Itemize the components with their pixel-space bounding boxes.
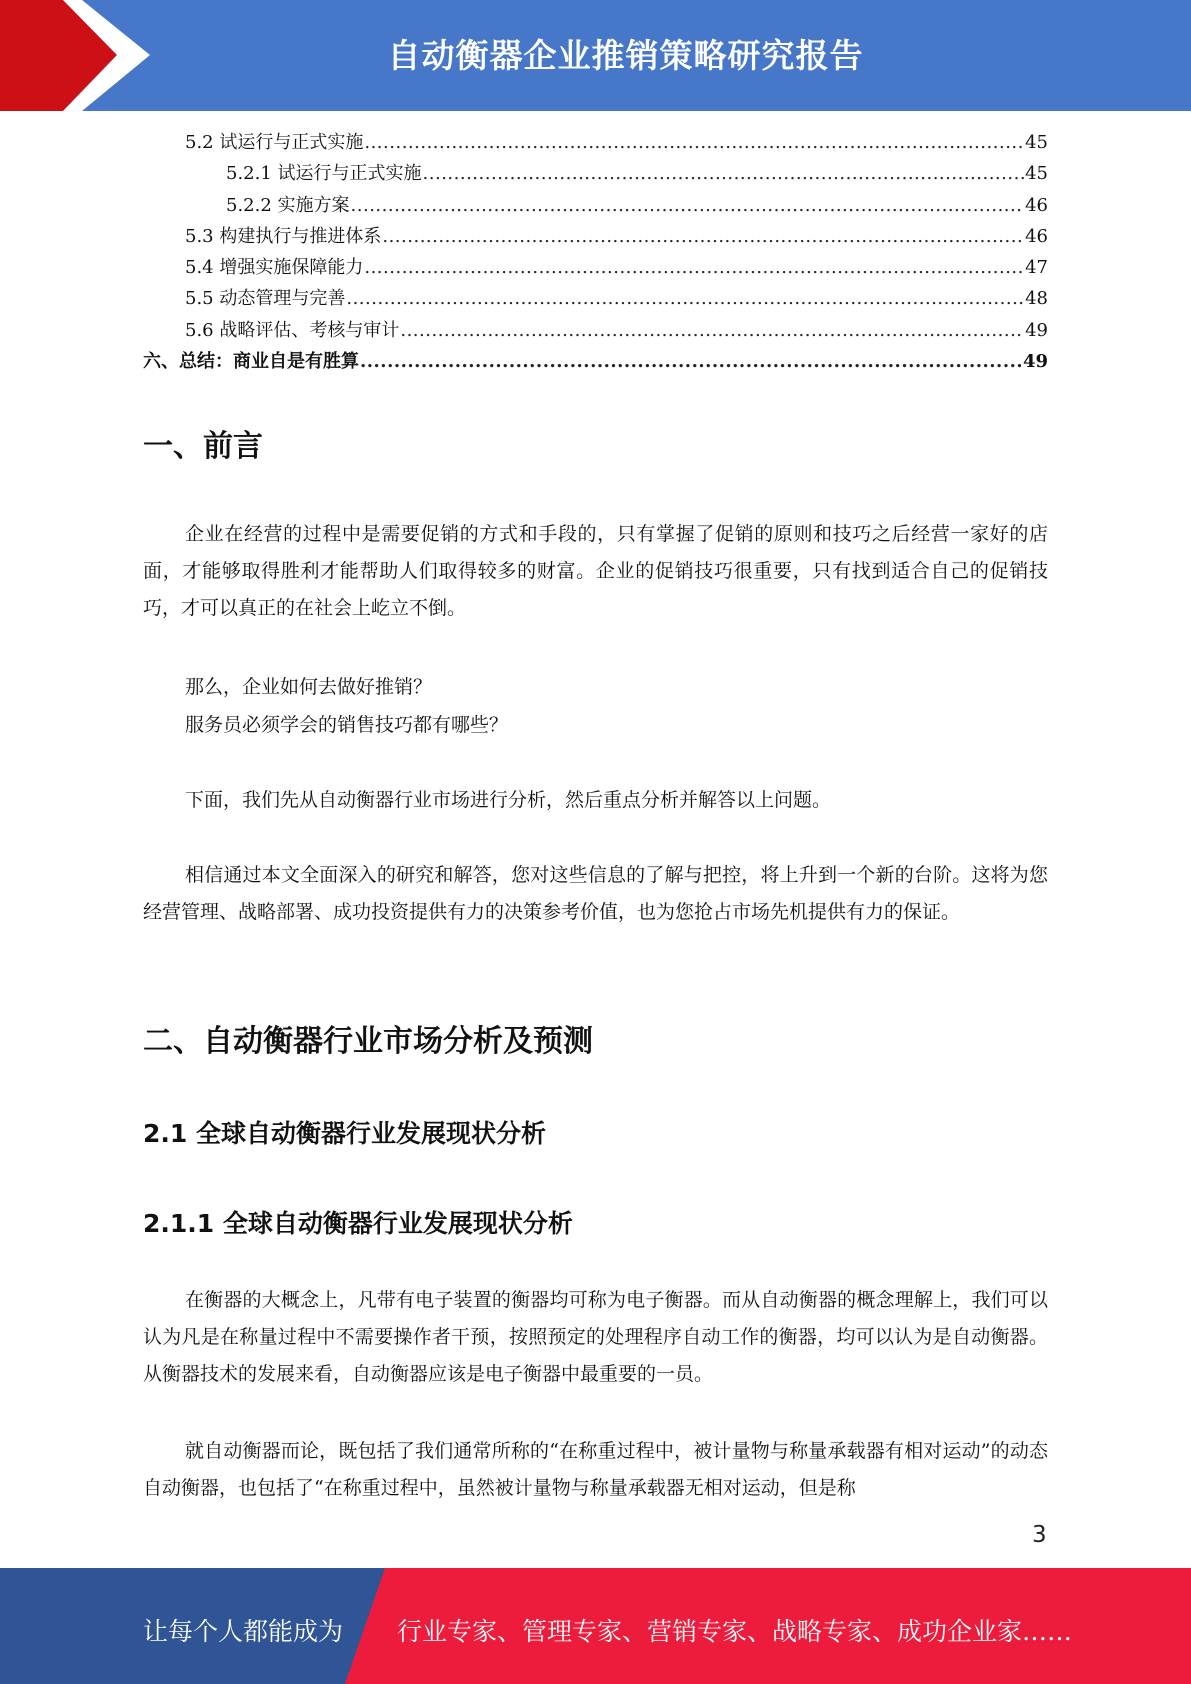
page-footer [0, 1568, 1191, 1684]
preface-paragraph-3: 相信通过本文全面深入的研究和解答，您对这些信息的了解与把控，将上升到一个新的台阶。这将为您经营管理、战略部署、成功投资提供有力的决策参考价值，也为您抢占市场先机提供有力的保证。 [143, 864, 1048, 923]
toc-entry[interactable] [143, 316, 1048, 347]
section-heading-preface: 一、前言 [143, 429, 263, 464]
toc-entry-page: 46 [1025, 194, 1048, 216]
preface-question-1: 那么，企业如何去做好推销？ [185, 676, 433, 698]
toc-leader-dots [346, 288, 1024, 309]
toc-leader-dots [364, 132, 1024, 153]
preface-paragraph-2: 下面，我们先从自动衡器行业市场进行分析，然后重点分析并解答以上问题。 [185, 789, 832, 811]
toc-leader-dots [351, 195, 1025, 216]
toc-entry[interactable] [143, 284, 1048, 315]
toc-entry-page: 48 [1025, 288, 1048, 310]
toc-leader-dots [423, 163, 1025, 184]
toc-entry-label: 5.6 战略评估、考核与审计 [185, 319, 400, 341]
toc-leader-dots [382, 226, 1024, 247]
preface-paragraph-1: 企业在经营的过程中是需要促销的方式和手段的，只有掌握了促销的原则和技巧之后经营一家好的店面，才能够取得胜利才能帮助人们取得较多的财富。企业的促销技巧很重要，只有找到适合自己的促销技巧，才可以真正的在社会上屹立不倒。 [143, 523, 1048, 619]
toc-entry-label: 六、总结：商业自是有胜算 [143, 351, 359, 373]
preface-question-2: 服务员必须学会的销售技巧都有哪些？ [185, 714, 509, 736]
toc-entry-page: 49 [1022, 351, 1048, 373]
footer-slogan-left: 让每个人都能成为 [143, 1617, 344, 1646]
toc-entry[interactable] [143, 128, 1048, 159]
toc-entry-page: 45 [1025, 163, 1048, 185]
toc-entry-label: 5.4 增强实施保障能力 [185, 257, 364, 279]
toc-entry-label: 5.2.1 试运行与正式实施 [226, 163, 422, 185]
toc-leader-dots [400, 320, 1024, 341]
page-header [0, 0, 1191, 111]
subsection-heading-2-1-1: 2.1.1 全球自动衡器行业发展现状分析 [143, 1209, 573, 1238]
table-of-contents [143, 128, 1048, 378]
toc-entry-page: 46 [1025, 225, 1048, 247]
section-heading-market-analysis: 二、自动衡器行业市场分析及预测 [143, 1024, 593, 1059]
report-title: 自动衡器企业推销策略研究报告 [387, 36, 864, 75]
toc-entry-label: 5.2 试运行与正式实施 [185, 132, 364, 153]
toc-entry[interactable] [143, 159, 1048, 190]
toc-entry-page: 47 [1025, 257, 1048, 279]
toc-entry[interactable] [143, 347, 1048, 378]
page-number: 3 [1032, 1522, 1047, 1548]
toc-entry-page: 45 [1025, 132, 1048, 153]
toc-entry-label: 5.2.2 实施方案 [226, 194, 350, 216]
market-paragraph-1: 在衡器的大概念上，凡带有电子装置的衡器均可称为电子衡器。而从自动衡器的概念理解上，我们可以认为凡是在称量过程中不需要操作者干预，按照预定的处理程序自动工作的衡器，均可以认为是自动衡器。从衡器技术的发展来看，自动衡器应该是电子衡器中最重要的一员。 [143, 1289, 1048, 1385]
market-paragraph-2: 就自动衡器而论，既包括了我们通常所称的“在称重过程中，被计量物与称量承载器有相对运动”的动态自动衡器，也包括了“在称重过程中，虽然被计量物与称量承载器无相对运动，但是称 [143, 1440, 1048, 1499]
toc-leader-dots [364, 257, 1024, 278]
toc-entry-label: 5.5 动态管理与完善 [185, 288, 346, 310]
toc-entry-page: 49 [1025, 319, 1048, 341]
toc-entry[interactable] [143, 191, 1048, 222]
subsection-heading-2-1: 2.1 全球自动衡器行业发展现状分析 [143, 1119, 546, 1148]
toc-leader-dots [360, 351, 1022, 372]
footer-slogan-right: 行业专家、管理专家、营销专家、战略专家、成功企业家…… [397, 1617, 1073, 1646]
toc-entry[interactable] [143, 222, 1048, 253]
toc-entry-label: 5.3 构建执行与推进体系 [185, 225, 382, 247]
toc-entry[interactable] [143, 253, 1048, 284]
